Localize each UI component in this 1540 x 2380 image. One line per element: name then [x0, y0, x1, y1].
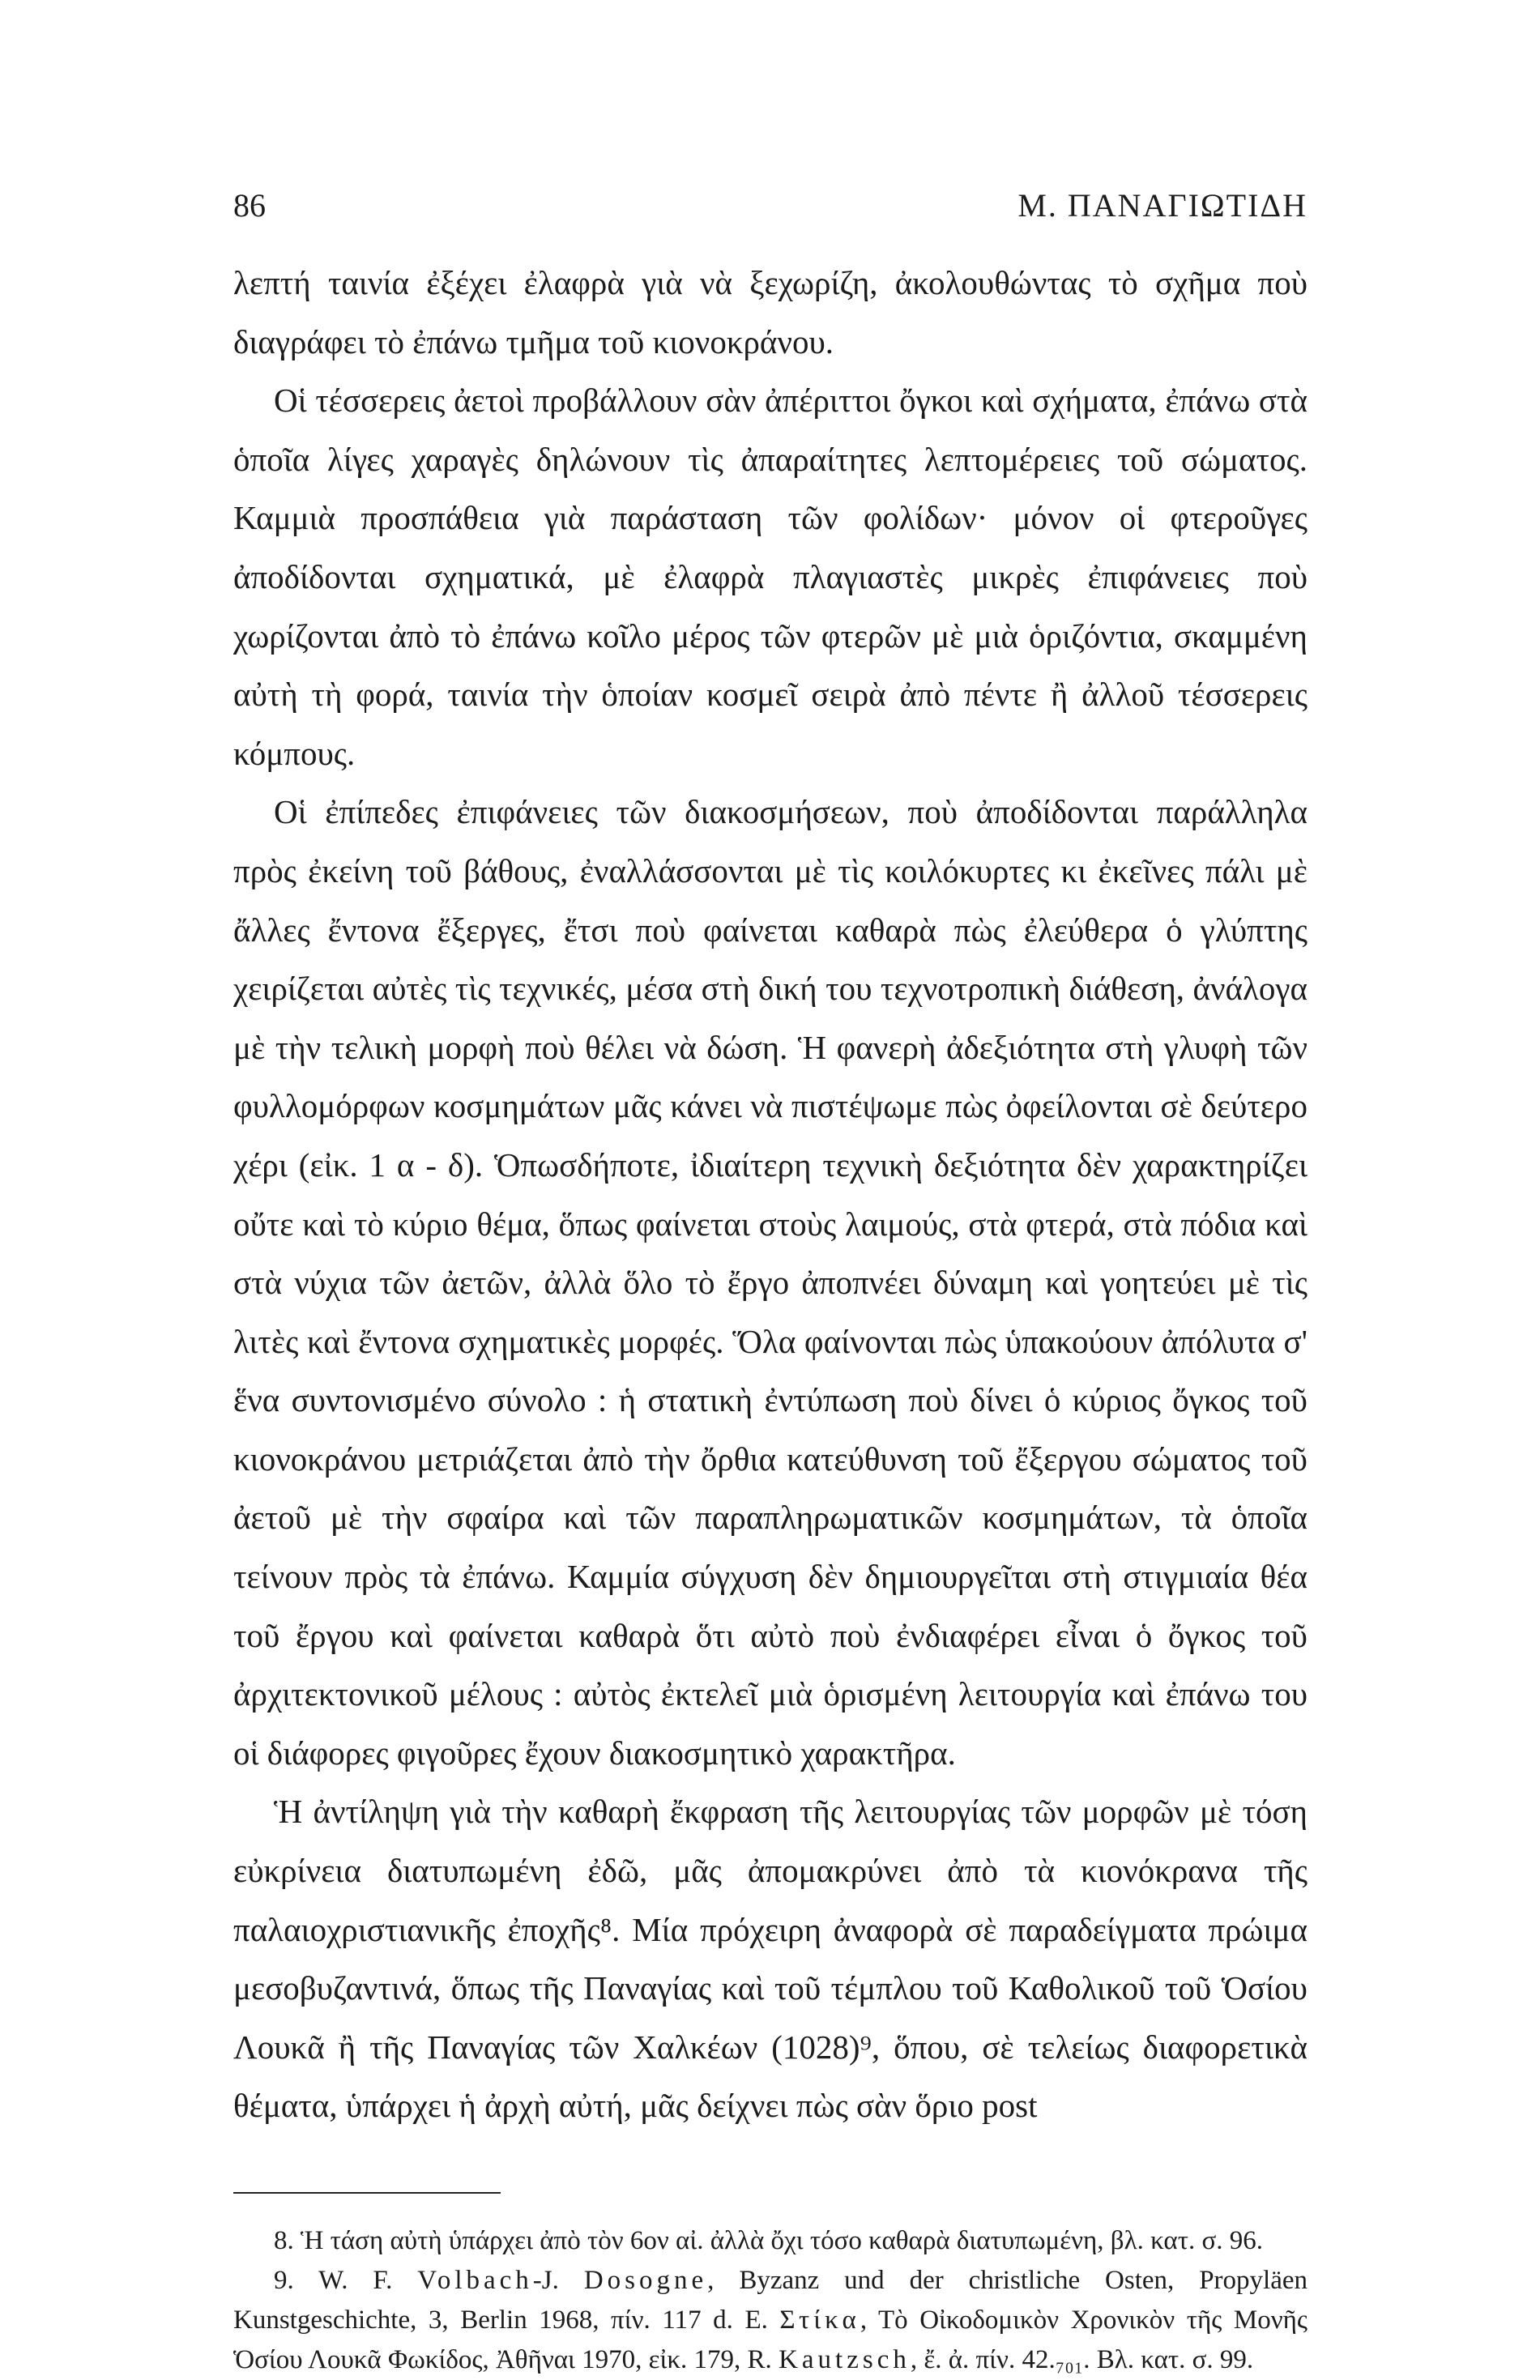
footnote-8: 8. Ἡ τάση αὐτὴ ὑπάρχει ἀπὸ τὸν 6ον αἰ. ἀλλὰ ὄχι τόσο καθαρὰ διατυπωμένη, βλ. κατ. σ. 96.: [274, 2226, 1263, 2255]
running-head-author: Μ. ΠΑΝΑΓΙΩΤΙΔΗ: [1017, 187, 1308, 224]
footnote-9-author: Volbach: [417, 2266, 533, 2295]
page: [233, 186, 1308, 2380]
footnote-9-text: , Byzanz und der christliche Osten, Propyläen Kunstgeschichte, 3, Berlin 1968, πίν. 117 d. E.: [233, 2266, 1308, 2335]
paragraph: Οἱ ἐπίπεδες ἐπιφάνειες τῶν διακοσμήσεων, ποὺ ἀποδίδονται παράλληλα πρὸς ἐκείνη τοῦ βάθους, ἐναλλάσσονται μὲ τὶς κοιλόκυρτες κι ἐκεῖνες πάλι μὲ ἄλλες ἔντονα ἔξεργες, ἔτσι ποὺ φαίνεται καθαρὰ πὼς ἐλεύθερα ὁ γλύπτης χειρίζεται αὐτὲς τὶς τεχνικές, μέσα στὴ δική του τεχνοτροπικὴ διάθεση, ἀνάλογα μὲ τὴν τελικὴ μορφὴ ποὺ θέλει νὰ δώση. Ἡ φανερὴ ἀδεξιότητα στὴ γλυφὴ τῶν φυλλομόρφων κοσμημάτων μᾶς κάνει νὰ πιστέψωμε πὼς ὀφείλονται σὲ δεύτερο χέρι (εἰκ. 1 α - δ). Ὁπωσδήποτε, ἰδιαίτερη τεχνικὴ δεξιότητα δὲν χαρακτηρίζει οὔτε καὶ τὸ κύριο θέμα, ὅπως φαίνεται στοὺς λαιμούς, στὰ φτερά, στὰ πόδια καὶ στὰ νύχια τῶν ἀετῶν, ἀλλὰ ὅλο τὸ ἔργο ἀποπνέει δύναμη καὶ γοητεύει μὲ τὶς λιτὲς καὶ ἔντονα σχηματικὲς μορφές. Ὅλα φαίνονται πὼς ὑπακούουν ἀπόλυτα σ' ἕνα συντονισμένο σύνολο : ἡ στατικὴ ἐντύπωση ποὺ δίνει ὁ κύριος ὄγκος τοῦ κιονοκράνου μετριάζεται ἀπὸ τὴν ὄρθια κατεύθυνση τοῦ ἔξεργου σώματος τοῦ ἀετοῦ μὲ τὴν σφαίρα καὶ τῶν παραπληρωματικῶν κοσμημάτων, τὰ ὁποῖα τείνουν πρὸς τὰ ἐπάνω. Καμμία σύγχυση δὲν δημιουργεῖται στὴ στιγμιαία θέα τοῦ ἔργου καὶ φαίνεται καθαρὰ ὅτι αὐτὸ ποὺ ἐνδιαφέρει εἶναι ὁ ὄγκος τοῦ ἀρχιτεκτονικοῦ μέλους : αὐτὸς ἐκτελεῖ μιὰ ὁρισμένη λειτουργία καὶ ἐπάνω του οἱ διάφορες φιγοῦρες ἔχουν διακοσμητικὸ χαρακτῆρα.: [233, 793, 1308, 1772]
footnote-9-separator: -J.: [532, 2266, 584, 2295]
footnote-9-author: Dosogne: [583, 2266, 708, 2295]
footnote-9-text: , ἔ. ἀ. πίν. 42.₇₀₁. Βλ. κατ. σ. 99.: [910, 2345, 1254, 2374]
footnote-9-author: Στίκα: [779, 2305, 860, 2335]
paragraph: Ἡ ἀντίληψη γιὰ τὴν καθαρὴ ἔκφραση τῆς λειτουργίας τῶν μορφῶν μὲ τόση εὐκρίνεια διατυπωμένη ἐδῶ, μᾶς ἀπομακρύνει ἀπὸ τὰ κιονόκρανα τῆς παλαιοχριστιανικῆς ἐποχῆς⁸. Μία πρόχειρη ἀναφορὰ σὲ παραδείγματα πρώιμα μεσοβυζαντινά, ὅπως τῆς Παναγίας καὶ τοῦ τέμπλου τοῦ Καθολικοῦ τοῦ Ὁσίου Λουκᾶ ἢ τῆς Παναγίας τῶν Χαλκέων (1028)⁹, ὅπου, σὲ τελείως διαφορετικὰ θέματα, ὑπάρχει ἡ ἀρχὴ αὐτή, μᾶς δείχνει πὼς σὰν ὅριο post: [233, 1793, 1308, 2125]
footnote-9-text: , Τὸ Οἰκοδομικὸν Χρονικὸν τῆς Μονῆς Ὁσίου Λουκᾶ Φωκίδος, Ἀθῆναι 1970, εἰκ. 179, R.: [233, 2305, 1308, 2374]
paragraph: Οἱ τέσσερεις ἀετοὶ προβάλλουν σὰν ἀπέριττοι ὄγκοι καὶ σχήματα, ἐπάνω στὰ ὁποῖα λίγες χαραγὲς δηλώνουν τὶς ἀπαραίτητες λεπτομέρειες τοῦ σώματος. Καμμιὰ προσπάθεια γιὰ παράσταση τῶν φολίδων· μόνον οἱ φτεροῦγες ἀποδίδονται σχηματικά, μὲ ἐλαφρὰ πλαγιαστὲς μικρὲς ἐπιφάνειες ποὺ χωρίζονται ἀπὸ τὸ ἐπάνω κοῖλο μέρος τῶν φτερῶν μὲ μιὰ ὁριζόντια, σκαμμένη αὐτὴ τὴ φορά, ταινία τὴν ὁποίαν κοσμεῖ σειρὰ ἀπὸ πέντε ἢ ἀλλοῦ τέσσερεις κόμπους.: [233, 382, 1308, 772]
footnote-9-author: Kautzsch: [779, 2345, 911, 2374]
footnotes: [233, 2221, 1308, 2380]
footnote-9-number: 9. W. F.: [274, 2266, 418, 2295]
footnote-divider: [233, 2192, 501, 2194]
running-head: [233, 186, 1308, 224]
paragraph: λεπτή ταινία ἐξέχει ἐλαφρὰ γιὰ νὰ ξεχωρίζη, ἀκολουθώντας τὸ σχῆμα ποὺ διαγράφει τὸ ἐπάνω τμῆμα τοῦ κιονοκράνου.: [233, 264, 1308, 360]
body-text: [233, 254, 1308, 2135]
footnote-9: [233, 2261, 1308, 2380]
page-number: 86: [233, 187, 266, 224]
